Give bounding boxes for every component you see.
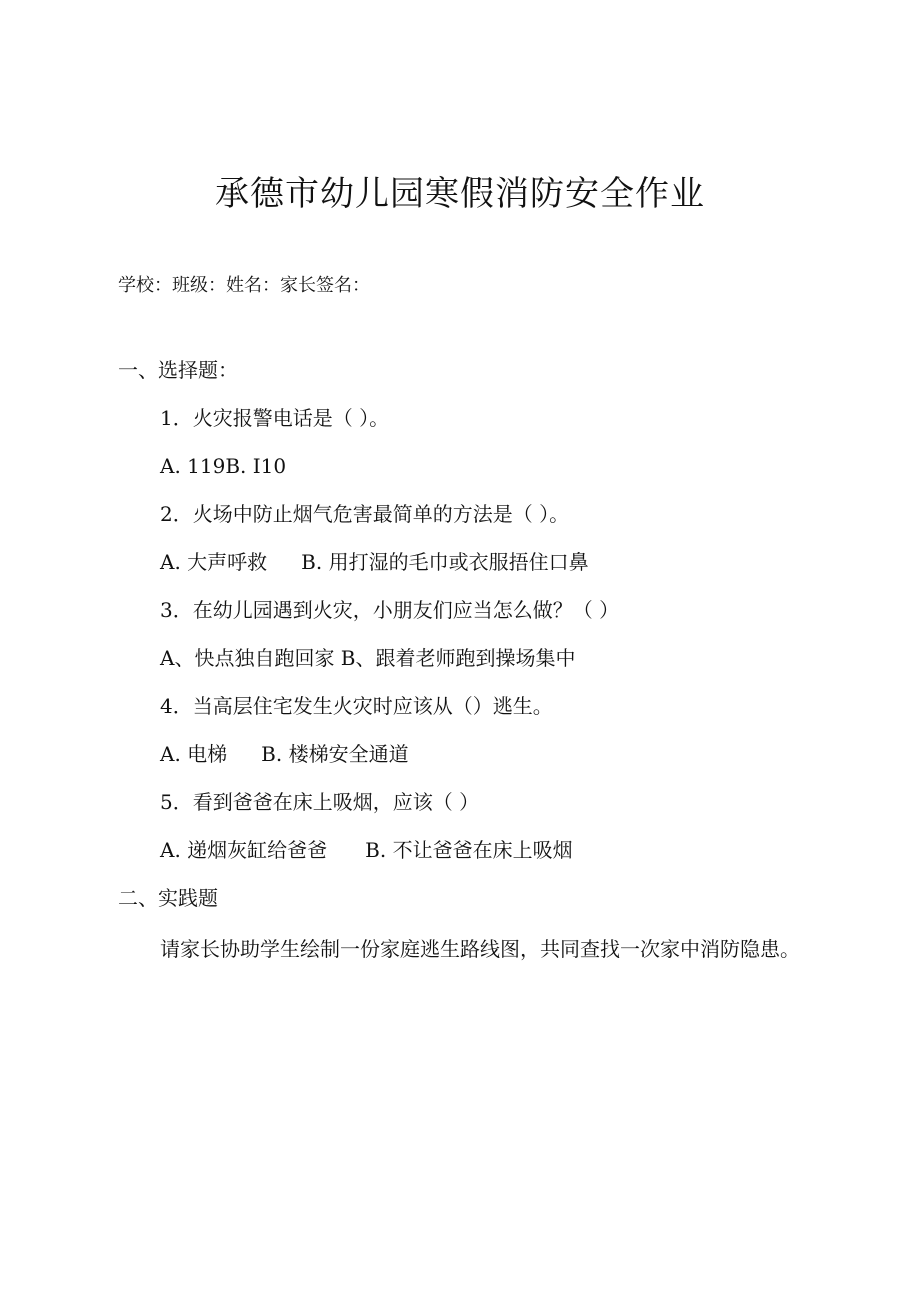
section-heading-practice: 二、实践题 (118, 886, 218, 910)
question-3-options (160, 644, 576, 672)
question-2-option-b: B. 用打湿的毛巾或衣服捂住口鼻 (301, 550, 589, 574)
question-3: 3．在幼儿园遇到火灾，小朋友们应当怎么做？（ ） (160, 598, 620, 622)
question-2-options (160, 548, 589, 576)
student-info-line: 学校：班级：姓名：家长签名： (118, 275, 370, 296)
section-heading-choice: 一、选择题： (118, 358, 238, 382)
question-4: 4．当高层住宅发生火灾时应该从（）逃生。 (160, 694, 553, 718)
question-1-option-a: A. 119B. I10 (160, 454, 287, 478)
question-4-options (160, 740, 409, 768)
question-5: 5．看到爸爸在床上吸烟，应该（ ） (160, 790, 480, 814)
document-title: 承德市幼儿园寒假消防安全作业 (215, 174, 705, 214)
question-2-option-a: A. 大声呼救 (160, 550, 268, 574)
question-1-options (160, 452, 286, 480)
question-5-option-a: A. 递烟灰缸给爸爸 (160, 838, 328, 862)
question-5-option-b: B. 不让爸爸在床上吸烟 (365, 838, 573, 862)
question-4-option-a: A. 电梯 (160, 742, 228, 766)
question-5-options (160, 836, 573, 864)
question-3-option-a: A、快点独自跑回家 B、跟着老师跑到操场集中 (160, 646, 576, 670)
question-4-option-b: B. 楼梯安全通道 (261, 742, 409, 766)
question-1: 1．火灾报警电话是（ ）。 (160, 406, 390, 430)
question-2: 2．火场中防止烟气危害最简单的方法是（ ）。 (160, 502, 570, 526)
practice-paragraph: 请家长协助学生绘制一份家庭逃生路线图，共同查找一次家中消防隐患。 (160, 937, 800, 961)
